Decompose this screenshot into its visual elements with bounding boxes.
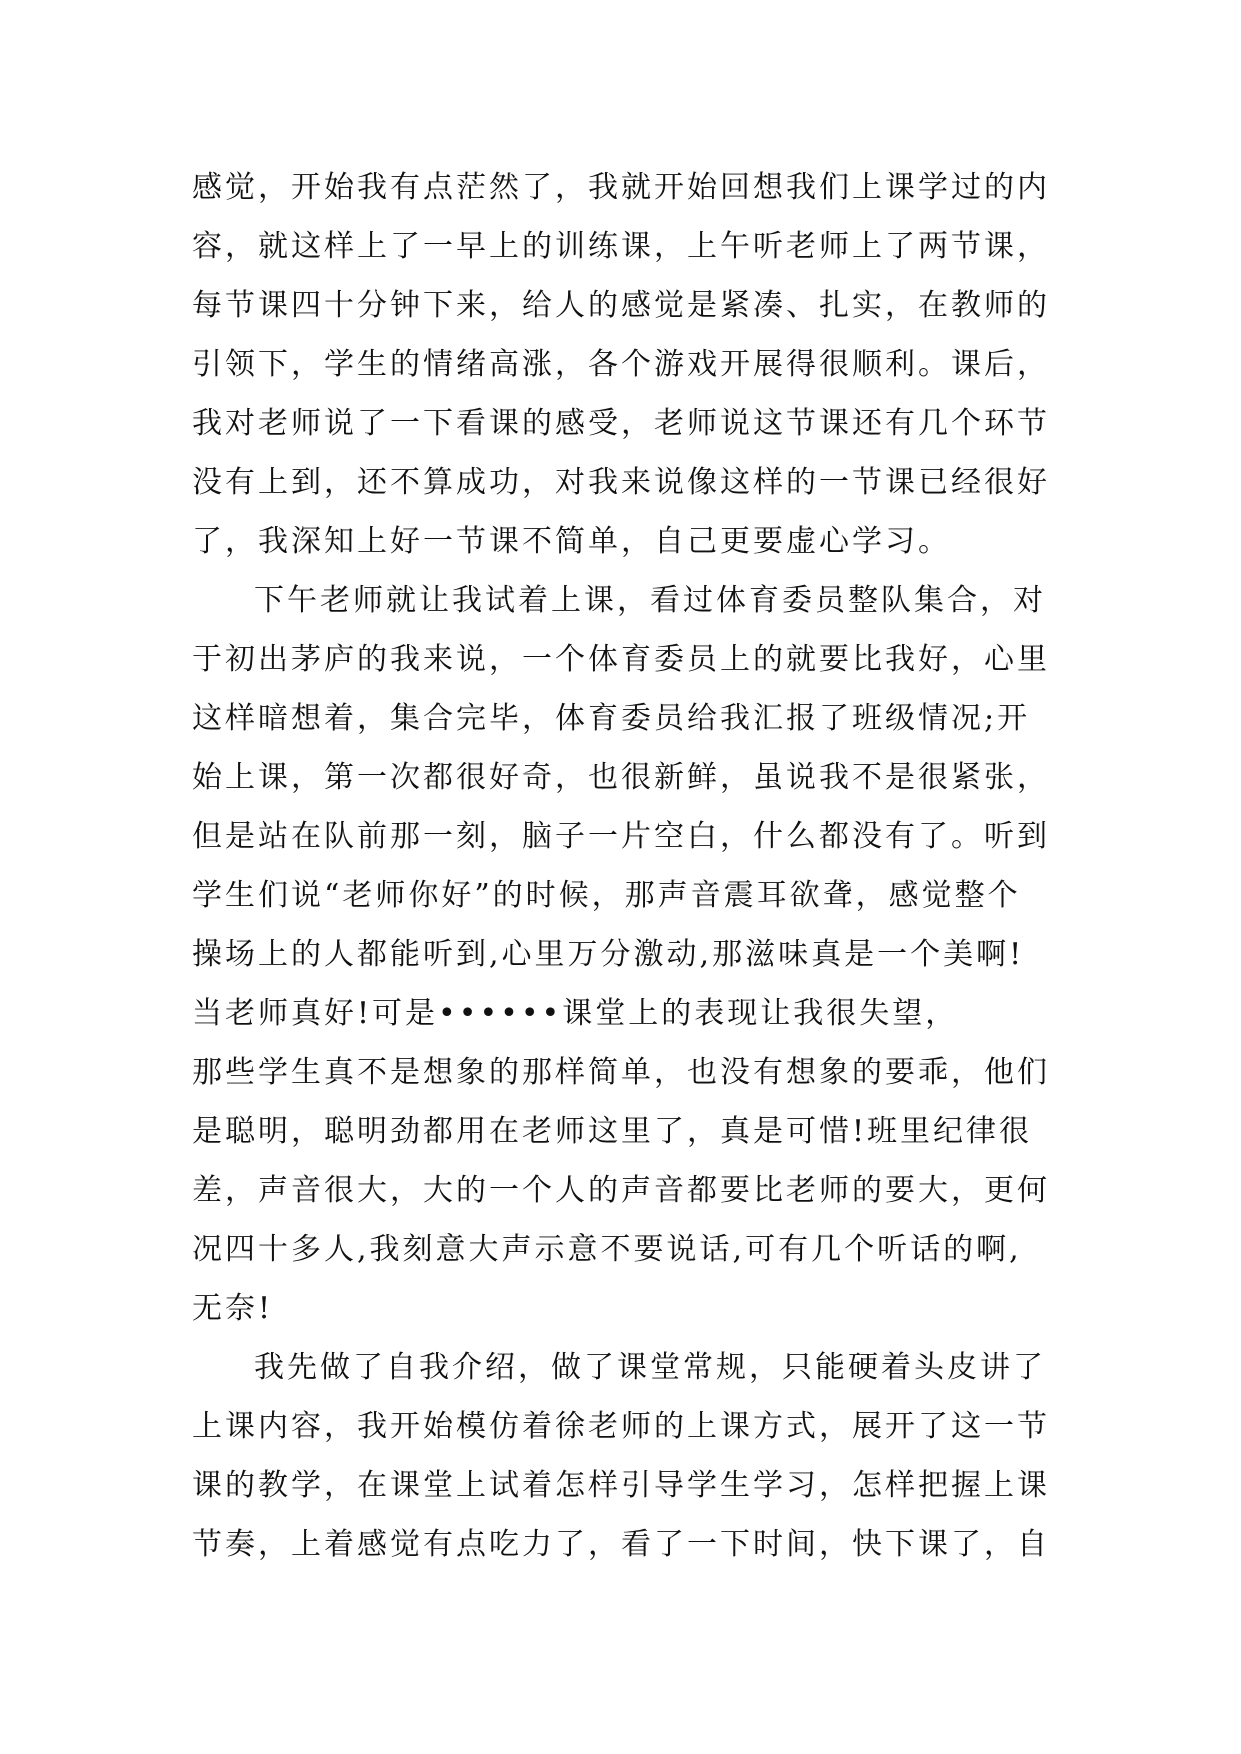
text-line: 当老师真好!可是••••••课堂上的表现让我很失望， bbox=[192, 996, 959, 1031]
text-line: 我对老师说了一下看课的感受，老师说这节课还有几个环节 bbox=[192, 406, 1050, 441]
text-line: 每节课四十分钟下来，给人的感觉是紧凑、扎实，在教师的 bbox=[192, 288, 1050, 323]
paragraph-1 bbox=[192, 158, 1072, 571]
text-line: 差，声音很大，大的一个人的声音都要比老师的要大，更何 bbox=[192, 1173, 1050, 1208]
text-line: 但是站在队前那一刻，脑子一片空白，什么都没有了。听到 bbox=[192, 819, 1050, 854]
text-line: 学生们说“老师你好”的时候，那声音震耳欲聋，感觉整个 bbox=[192, 878, 1021, 913]
text-line: 上课内容，我开始模仿着徐老师的上课方式，展开了这一节 bbox=[192, 1409, 1050, 1444]
text-line: 节奏，上着感觉有点吃力了，看了一下时间，快下课了，自 bbox=[192, 1527, 1050, 1562]
text-line: 容，就这样上了一早上的训练课，上午听老师上了两节课， bbox=[192, 229, 1050, 264]
text-line: 没有上到，还不算成功，对我来说像这样的一节课已经很好 bbox=[192, 465, 1050, 500]
text-line: 是聪明，聪明劲都用在老师这里了，真是可惜!班里纪律很 bbox=[192, 1114, 1033, 1149]
text-line: 了，我深知上好一节课不简单，自己更要虚心学习。 bbox=[192, 524, 951, 559]
paragraph-3 bbox=[192, 1338, 1072, 1574]
document-body bbox=[192, 158, 1072, 1574]
text-line: 况四十多人,我刻意大声示意不要说话,可有几个听话的啊, bbox=[192, 1232, 1022, 1267]
text-line: 那些学生真不是想象的那样简单，也没有想象的要乖，他们 bbox=[192, 1055, 1050, 1090]
text-line: 于初出茅庐的我来说，一个体育委员上的就要比我好，心里 bbox=[192, 642, 1050, 677]
text-line: 无奈! bbox=[192, 1291, 274, 1326]
text-line: 这样暗想着，集合完毕，体育委员给我汇报了班级情况;开 bbox=[192, 701, 1031, 736]
text-line: 课的教学，在课堂上试着怎样引导学生学习，怎样把握上课 bbox=[192, 1468, 1050, 1503]
text-line: 操场上的人都能听到,心里万分激动,那滋味真是一个美啊! bbox=[192, 937, 1025, 972]
text-line: 下午老师就让我试着上课，看过体育委员整队集合，对 bbox=[254, 583, 1046, 618]
text-line: 始上课，第一次都很好奇，也很新鲜，虽说我不是很紧张， bbox=[192, 760, 1050, 795]
text-line: 我先做了自我介绍，做了课堂常规，只能硬着头皮讲了 bbox=[254, 1350, 1046, 1385]
paragraph-2 bbox=[192, 571, 1072, 1338]
text-line: 引领下，学生的情绪高涨，各个游戏开展得很顺利。课后， bbox=[192, 347, 1050, 382]
text-line: 感觉，开始我有点茫然了，我就开始回想我们上课学过的内 bbox=[192, 170, 1050, 205]
